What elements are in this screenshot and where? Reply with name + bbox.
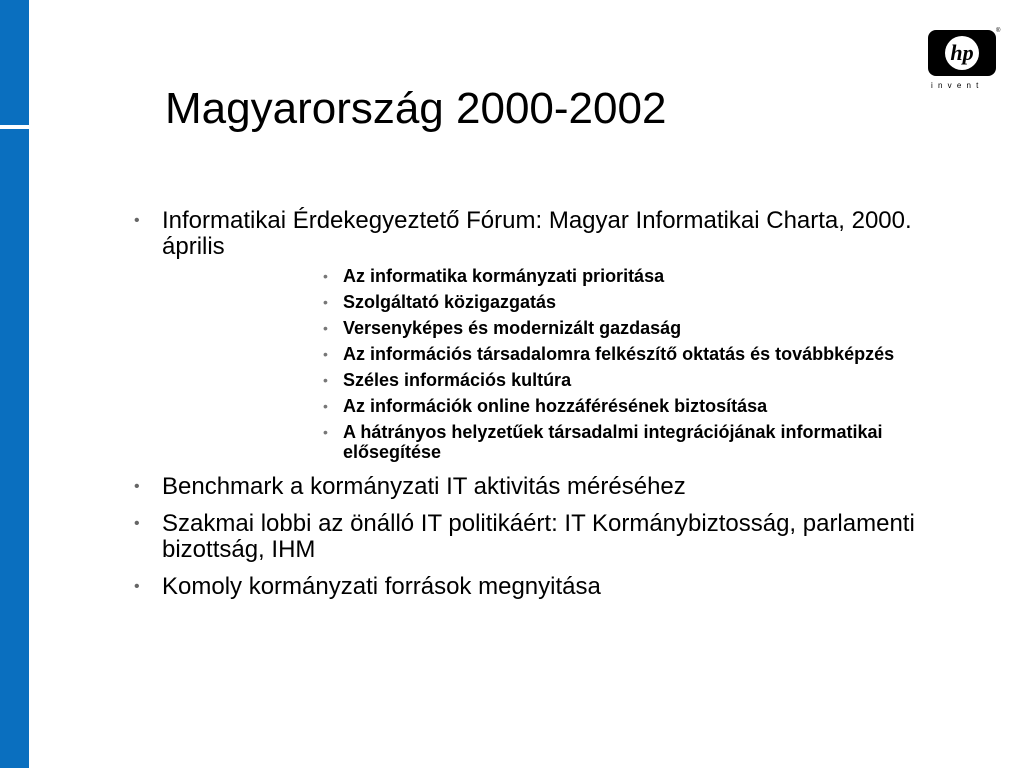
bullet-marker: • bbox=[134, 515, 140, 532]
sub-bullet-item bbox=[315, 422, 934, 462]
sub-bullet-marker: • bbox=[323, 268, 328, 284]
sub-bullet-marker: • bbox=[323, 398, 328, 414]
sub-bullet-marker: • bbox=[323, 294, 328, 310]
hp-logo-mark-icon bbox=[928, 30, 996, 76]
sub-bullet-text: Az információk online hozzáférésének biztosítása bbox=[343, 396, 768, 416]
side-bar-bottom bbox=[0, 129, 29, 768]
registered-mark: ® bbox=[996, 28, 1001, 34]
bullet-item bbox=[134, 511, 934, 563]
sub-bullet-item bbox=[315, 344, 934, 364]
hp-logo-text: hp bbox=[950, 40, 974, 65]
side-bar-top bbox=[0, 0, 29, 125]
sub-bullet-marker: • bbox=[323, 346, 328, 362]
bullet-list bbox=[134, 208, 934, 600]
sub-bullet-item bbox=[315, 266, 934, 286]
sub-bullet-text: Versenyképes és modernizált gazdaság bbox=[343, 318, 682, 338]
sub-bullet-text: Szolgáltató közigazgatás bbox=[343, 292, 557, 312]
sub-bullet-marker: • bbox=[323, 424, 328, 440]
sub-bullet-text: Az információs társadalomra felkészítő oktatás és továbbképzés bbox=[343, 344, 895, 364]
sub-bullet-text: A hátrányos helyzetűek társadalmi integrációjának informatikai elősegítése bbox=[343, 422, 883, 462]
bullet-text: Komoly kormányzati források megnyitása bbox=[162, 573, 601, 600]
hp-logo-tagline: invent bbox=[931, 81, 984, 90]
sub-bullet-marker: • bbox=[323, 320, 328, 336]
bullet-text: Informatikai Érdekegyeztető Fórum: Magyar Informatikai Charta, 2000. április bbox=[162, 207, 912, 260]
hp-logo bbox=[928, 28, 1001, 94]
bullet-text: Szakmai lobbi az önálló IT politikáért: IT Kormánybiztosság, parlamenti bizottság, IHM bbox=[162, 510, 915, 563]
sub-bullet-text: Az informatika kormányzati prioritása bbox=[343, 266, 665, 286]
slide-title: Magyarország 2000-2002 bbox=[165, 84, 667, 133]
bullet-text: Benchmark a kormányzati IT aktivitás méréséhez bbox=[162, 473, 686, 500]
hp-logo-box bbox=[928, 30, 996, 76]
sub-bullet-item bbox=[315, 396, 934, 416]
sub-bullet-item bbox=[315, 370, 934, 390]
sub-bullet-item bbox=[315, 318, 934, 338]
bullet-marker: • bbox=[134, 578, 140, 595]
sub-bullet-marker: • bbox=[323, 372, 328, 388]
sub-bullet-list bbox=[162, 266, 934, 462]
bullet-marker: • bbox=[134, 478, 140, 495]
sub-bullet-text: Széles információs kultúra bbox=[343, 370, 572, 390]
bullet-item bbox=[134, 208, 934, 462]
bullet-item bbox=[134, 574, 934, 600]
bullet-marker: • bbox=[134, 212, 140, 229]
sub-bullet-item bbox=[315, 292, 934, 312]
bullet-item bbox=[134, 474, 934, 500]
